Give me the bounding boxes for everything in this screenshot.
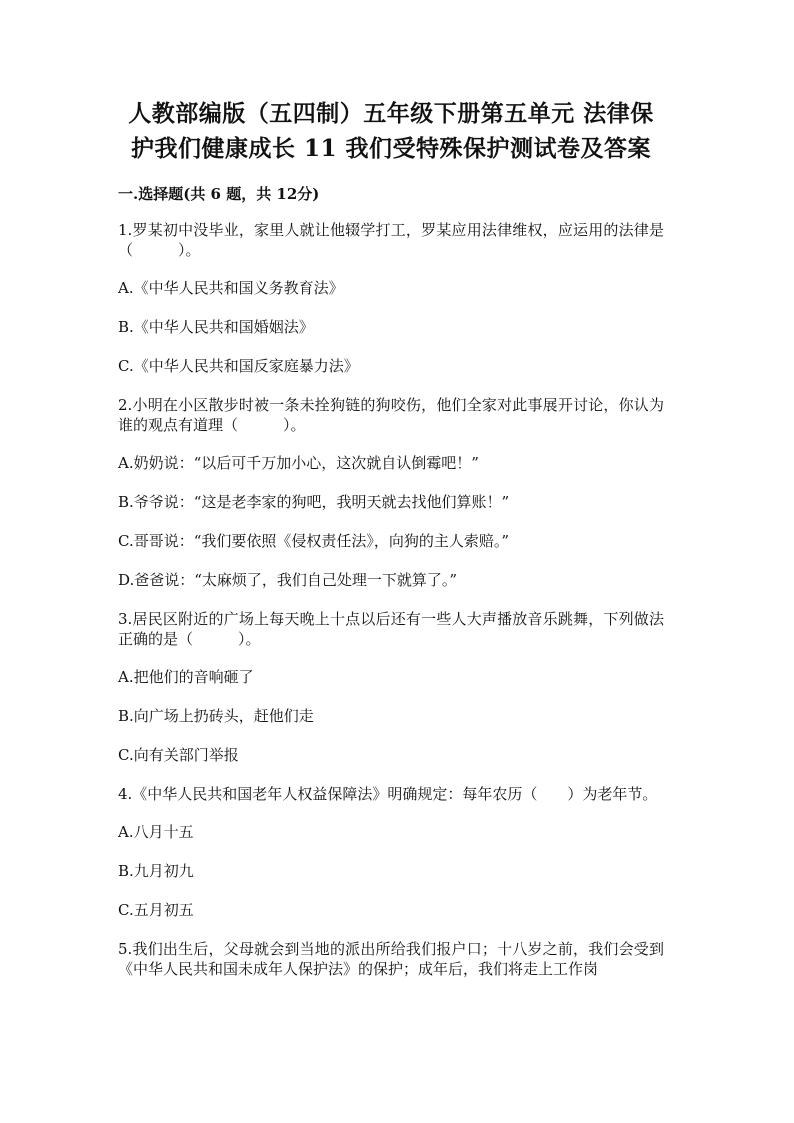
option-c: C.哥哥说：“我们要依照《侵权责任法》，向狗的主人索赔。” bbox=[118, 532, 510, 550]
question-4 bbox=[118, 784, 664, 920]
question-5 bbox=[118, 939, 664, 979]
option-a: A.奶奶说：“以后可千万加小心，这次就自认倒霉吧！” bbox=[118, 454, 479, 472]
option-a: A.把他们的音响砸了 bbox=[118, 668, 254, 686]
option-b: B.九月初九 bbox=[118, 862, 194, 880]
option-c: C.《中华人民共和国反家庭暴力法》 bbox=[118, 357, 359, 375]
option-b: B.《中华人民共和国婚姻法》 bbox=[118, 318, 314, 336]
option-c: C.五月初五 bbox=[118, 901, 194, 919]
question-stem: 4.《中华人民共和国老年人权益保障法》明确规定：每年农历（ ）为老年节。 bbox=[118, 785, 658, 803]
section-heading: 一.选择题(共 6 题，共 12分) bbox=[118, 185, 320, 203]
question-3 bbox=[118, 609, 664, 765]
question-2 bbox=[118, 395, 664, 590]
question-stem: 2.小明在小区散步时被一条未拴狗链的狗咬伤，他们全家对此事展开讨论，你认为谁的观点有道理（ ）。 bbox=[118, 396, 664, 434]
question-stem: 3.居民区附近的广场上每天晚上十点以后还有一些人大声播放音乐跳舞，下列做法正确的是（ ）。 bbox=[118, 610, 664, 648]
question-stem: 1.罗某初中没毕业，家里人就让他辍学打工，罗某应用法律维权，应运用的法律是（ ）。 bbox=[118, 221, 664, 259]
option-c: C.向有关部门举报 bbox=[118, 746, 239, 764]
option-a: A.《中华人民共和国义务教育法》 bbox=[118, 279, 344, 297]
question-stem: 5.我们出生后，父母就会到当地的派出所给我们报户口；十八岁之前，我们会受到《中华人民共和国未成年人保护法》的保护；成年后，我们将走上工作岗 bbox=[118, 940, 664, 978]
option-a: A.八月十五 bbox=[118, 823, 194, 841]
title-line-1: 人教部编版（五四制）五年级下册第五单元 法律保 bbox=[128, 100, 654, 127]
option-b: B.爷爷说：“这是老李家的狗吧，我明天就去找他们算账！” bbox=[118, 493, 510, 511]
option-b: B.向广场上扔砖头，赶他们走 bbox=[118, 707, 314, 725]
option-d: D.爸爸说：“太麻烦了，我们自己处理一下就算了。” bbox=[118, 571, 458, 589]
question-1 bbox=[118, 220, 664, 376]
page-title bbox=[118, 96, 664, 166]
title-line-2: 护我们健康成长 11 我们受特殊保护测试卷及答案 bbox=[130, 135, 652, 162]
